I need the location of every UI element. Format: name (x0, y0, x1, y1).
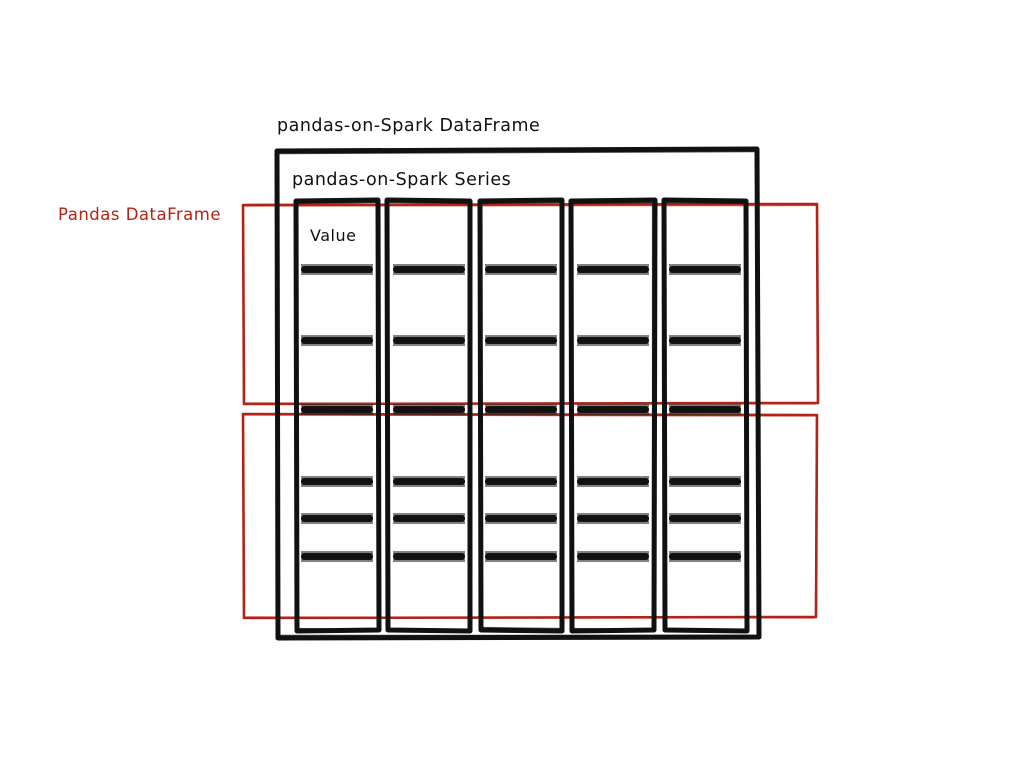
row-separator (577, 478, 649, 485)
spark-series-column-1 (292, 197, 382, 634)
value-column-label: Value (310, 226, 357, 245)
row-separator (669, 478, 741, 485)
row-separator (301, 266, 373, 273)
spark-dataframe-title: pandas-on-Spark DataFrame (277, 116, 541, 136)
spark-series-column-4 (568, 197, 658, 634)
spark-series-column-1-outline (292, 197, 382, 634)
row-separator (393, 553, 465, 560)
spark-series-column-2-outline (384, 197, 474, 634)
row-separator (577, 266, 649, 273)
row-separator (669, 553, 741, 560)
row-separator (393, 406, 465, 413)
row-separator (393, 515, 465, 522)
row-separator (577, 553, 649, 560)
row-separator (577, 337, 649, 344)
row-separator (669, 337, 741, 344)
row-separator (485, 266, 557, 273)
row-separator (301, 406, 373, 413)
row-separator (485, 553, 557, 560)
row-separator (301, 337, 373, 344)
row-separator (577, 406, 649, 413)
spark-series-column-3-outline (476, 197, 566, 634)
spark-series-label: pandas-on-Spark Series (292, 170, 512, 190)
row-separator (669, 406, 741, 413)
spark-series-column-5-outline (660, 197, 750, 634)
spark-series-column-2 (384, 197, 474, 634)
pandas-dataframe-label: Pandas DataFrame (58, 205, 222, 224)
row-separator (669, 515, 741, 522)
row-separator (577, 515, 649, 522)
row-separator (485, 337, 557, 344)
spark-series-column-3 (476, 197, 566, 634)
row-separator (485, 515, 557, 522)
row-separator (301, 515, 373, 522)
spark-series-column-5 (660, 197, 750, 634)
row-separator (485, 406, 557, 413)
row-separator (301, 553, 373, 560)
row-separator (393, 266, 465, 273)
spark-series-column-4-outline (568, 197, 658, 634)
row-separator (393, 337, 465, 344)
row-separator (301, 478, 373, 485)
row-separator (485, 478, 557, 485)
row-separator (669, 266, 741, 273)
row-separator (393, 478, 465, 485)
